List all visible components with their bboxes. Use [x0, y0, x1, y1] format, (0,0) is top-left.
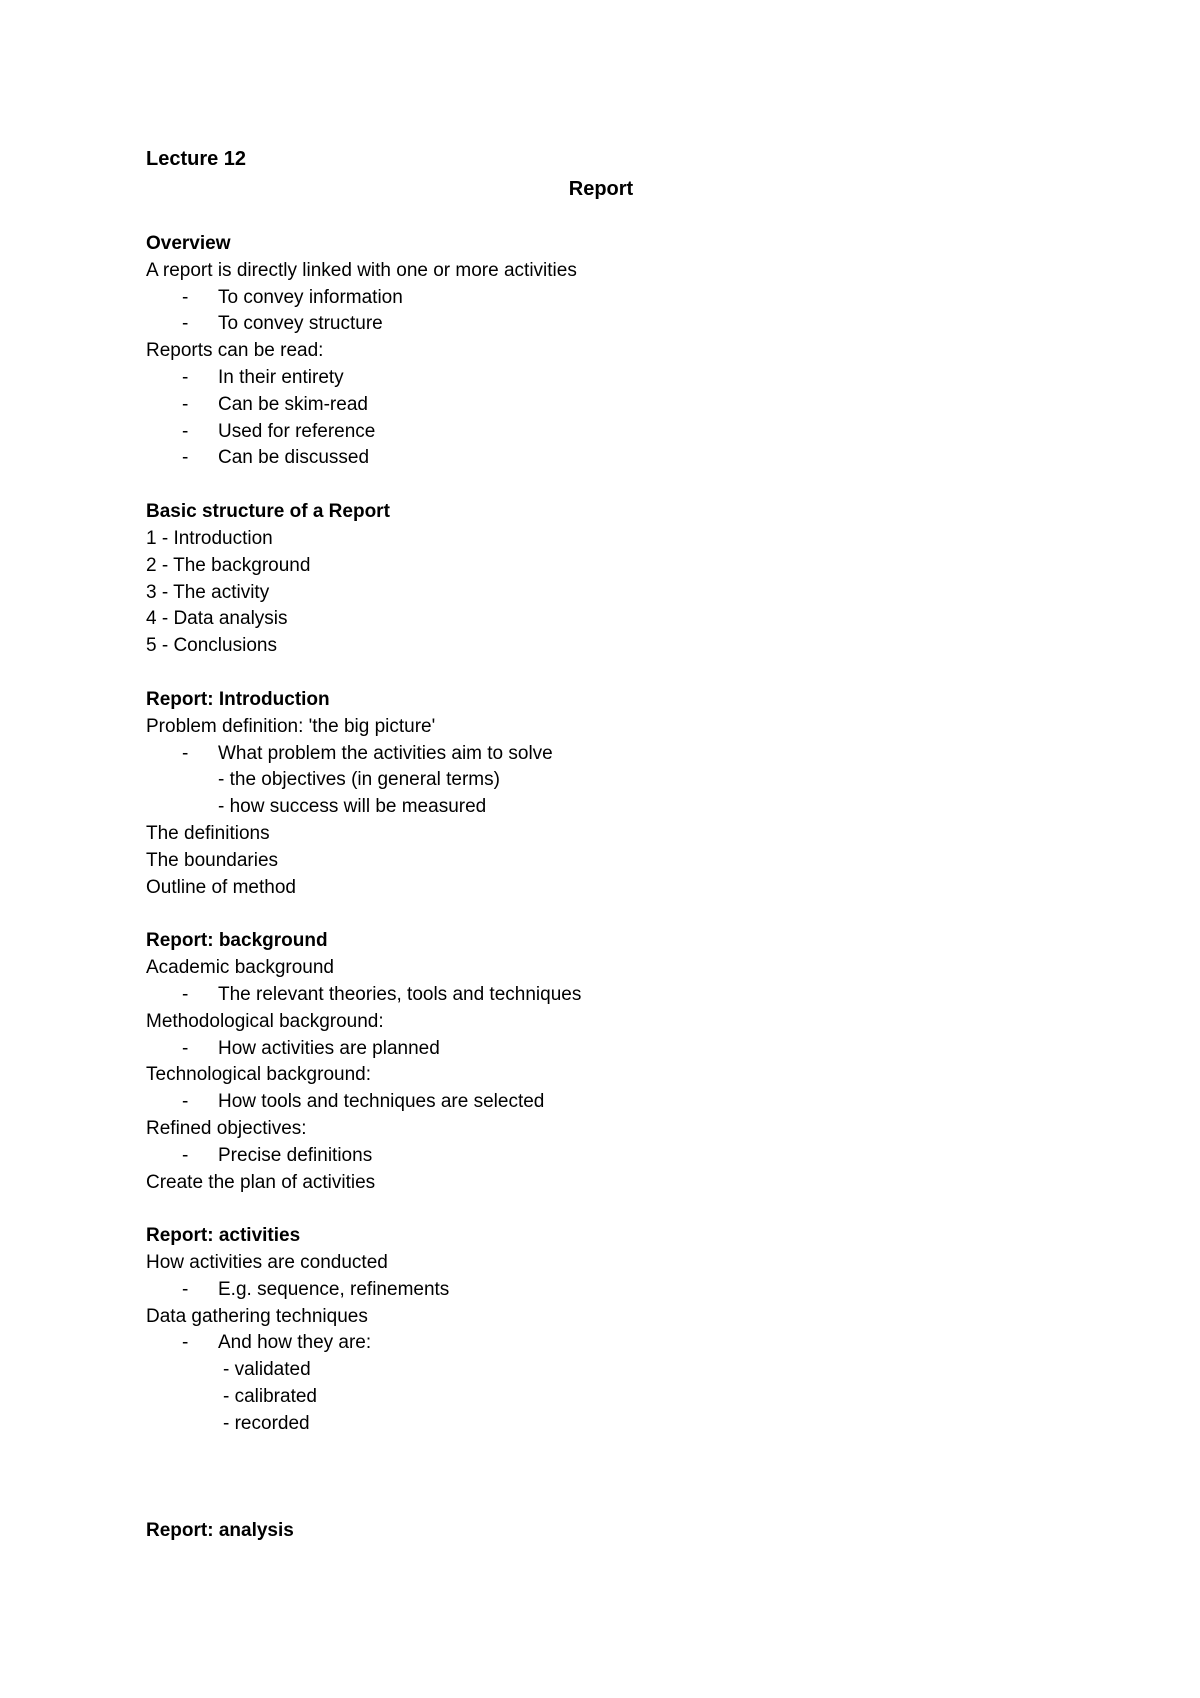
data-gathering: Data gathering techniques: [146, 1305, 368, 1327]
boundaries-text: The boundaries: [146, 849, 279, 871]
technological-background: Technological background:: [146, 1064, 371, 1086]
lecture-title: Lecture 12: [146, 148, 247, 170]
structure-heading: Basic structure of a Report: [146, 501, 390, 523]
list-item: 5 - Conclusions: [146, 635, 277, 657]
definitions-text: The definitions: [146, 822, 270, 844]
introduction-heading: Report: Introduction: [146, 688, 330, 710]
list-item: - What problem the activities aim to solve: [182, 742, 553, 764]
sub-item: - calibrated: [223, 1386, 317, 1408]
overview-intro: A report is directly linked with one or more activities: [146, 259, 577, 281]
report-title: Report: [568, 178, 634, 200]
list-item: - To convey information: [182, 286, 403, 308]
overview-heading: Overview: [146, 233, 231, 254]
list-item: 3 - The activity: [146, 581, 270, 603]
sub-item: - the objectives (in general terms): [218, 769, 500, 791]
analysis-heading: Report: analysis: [146, 1519, 294, 1541]
list-item: - Can be skim-read: [182, 393, 368, 415]
list-item: 2 - The background: [146, 554, 311, 576]
list-item: - How activities are planned: [182, 1037, 440, 1059]
activities-heading: Report: activities: [146, 1225, 301, 1247]
refined-objectives: Refined objectives:: [146, 1117, 307, 1139]
list-item: - Can be discussed: [182, 447, 370, 469]
sub-item: - recorded: [223, 1412, 310, 1434]
list-item: - E.g. sequence, refinements: [182, 1278, 450, 1300]
activities-conducted: How activities are conducted: [146, 1252, 388, 1274]
background-heading: Report: background: [146, 930, 328, 952]
list-item: - In their entirety: [182, 366, 344, 388]
method-text: Outline of method: [146, 876, 296, 898]
plan-text: Create the plan of activities: [146, 1171, 376, 1193]
list-item: - How tools and techniques are selected: [182, 1091, 545, 1113]
list-item: - Used for reference: [182, 420, 376, 442]
list-item: 1 - Introduction: [146, 527, 273, 549]
document-page: [146, 144, 1106, 1544]
list-item: - To convey structure: [182, 313, 383, 335]
problem-definition: Problem definition: 'the big picture': [146, 715, 436, 737]
academic-background: Academic background: [146, 957, 334, 979]
list-item: - Precise definitions: [182, 1144, 373, 1166]
sub-item: - how success will be measured: [218, 796, 487, 818]
list-item: - And how they are:: [182, 1332, 372, 1354]
read-intro: Reports can be read:: [146, 340, 324, 362]
list-item: 4 - Data analysis: [146, 608, 288, 630]
methodological-background: Methodological background:: [146, 1010, 384, 1032]
list-item: - The relevant theories, tools and techniques: [182, 983, 582, 1005]
sub-item: - validated: [223, 1359, 311, 1381]
